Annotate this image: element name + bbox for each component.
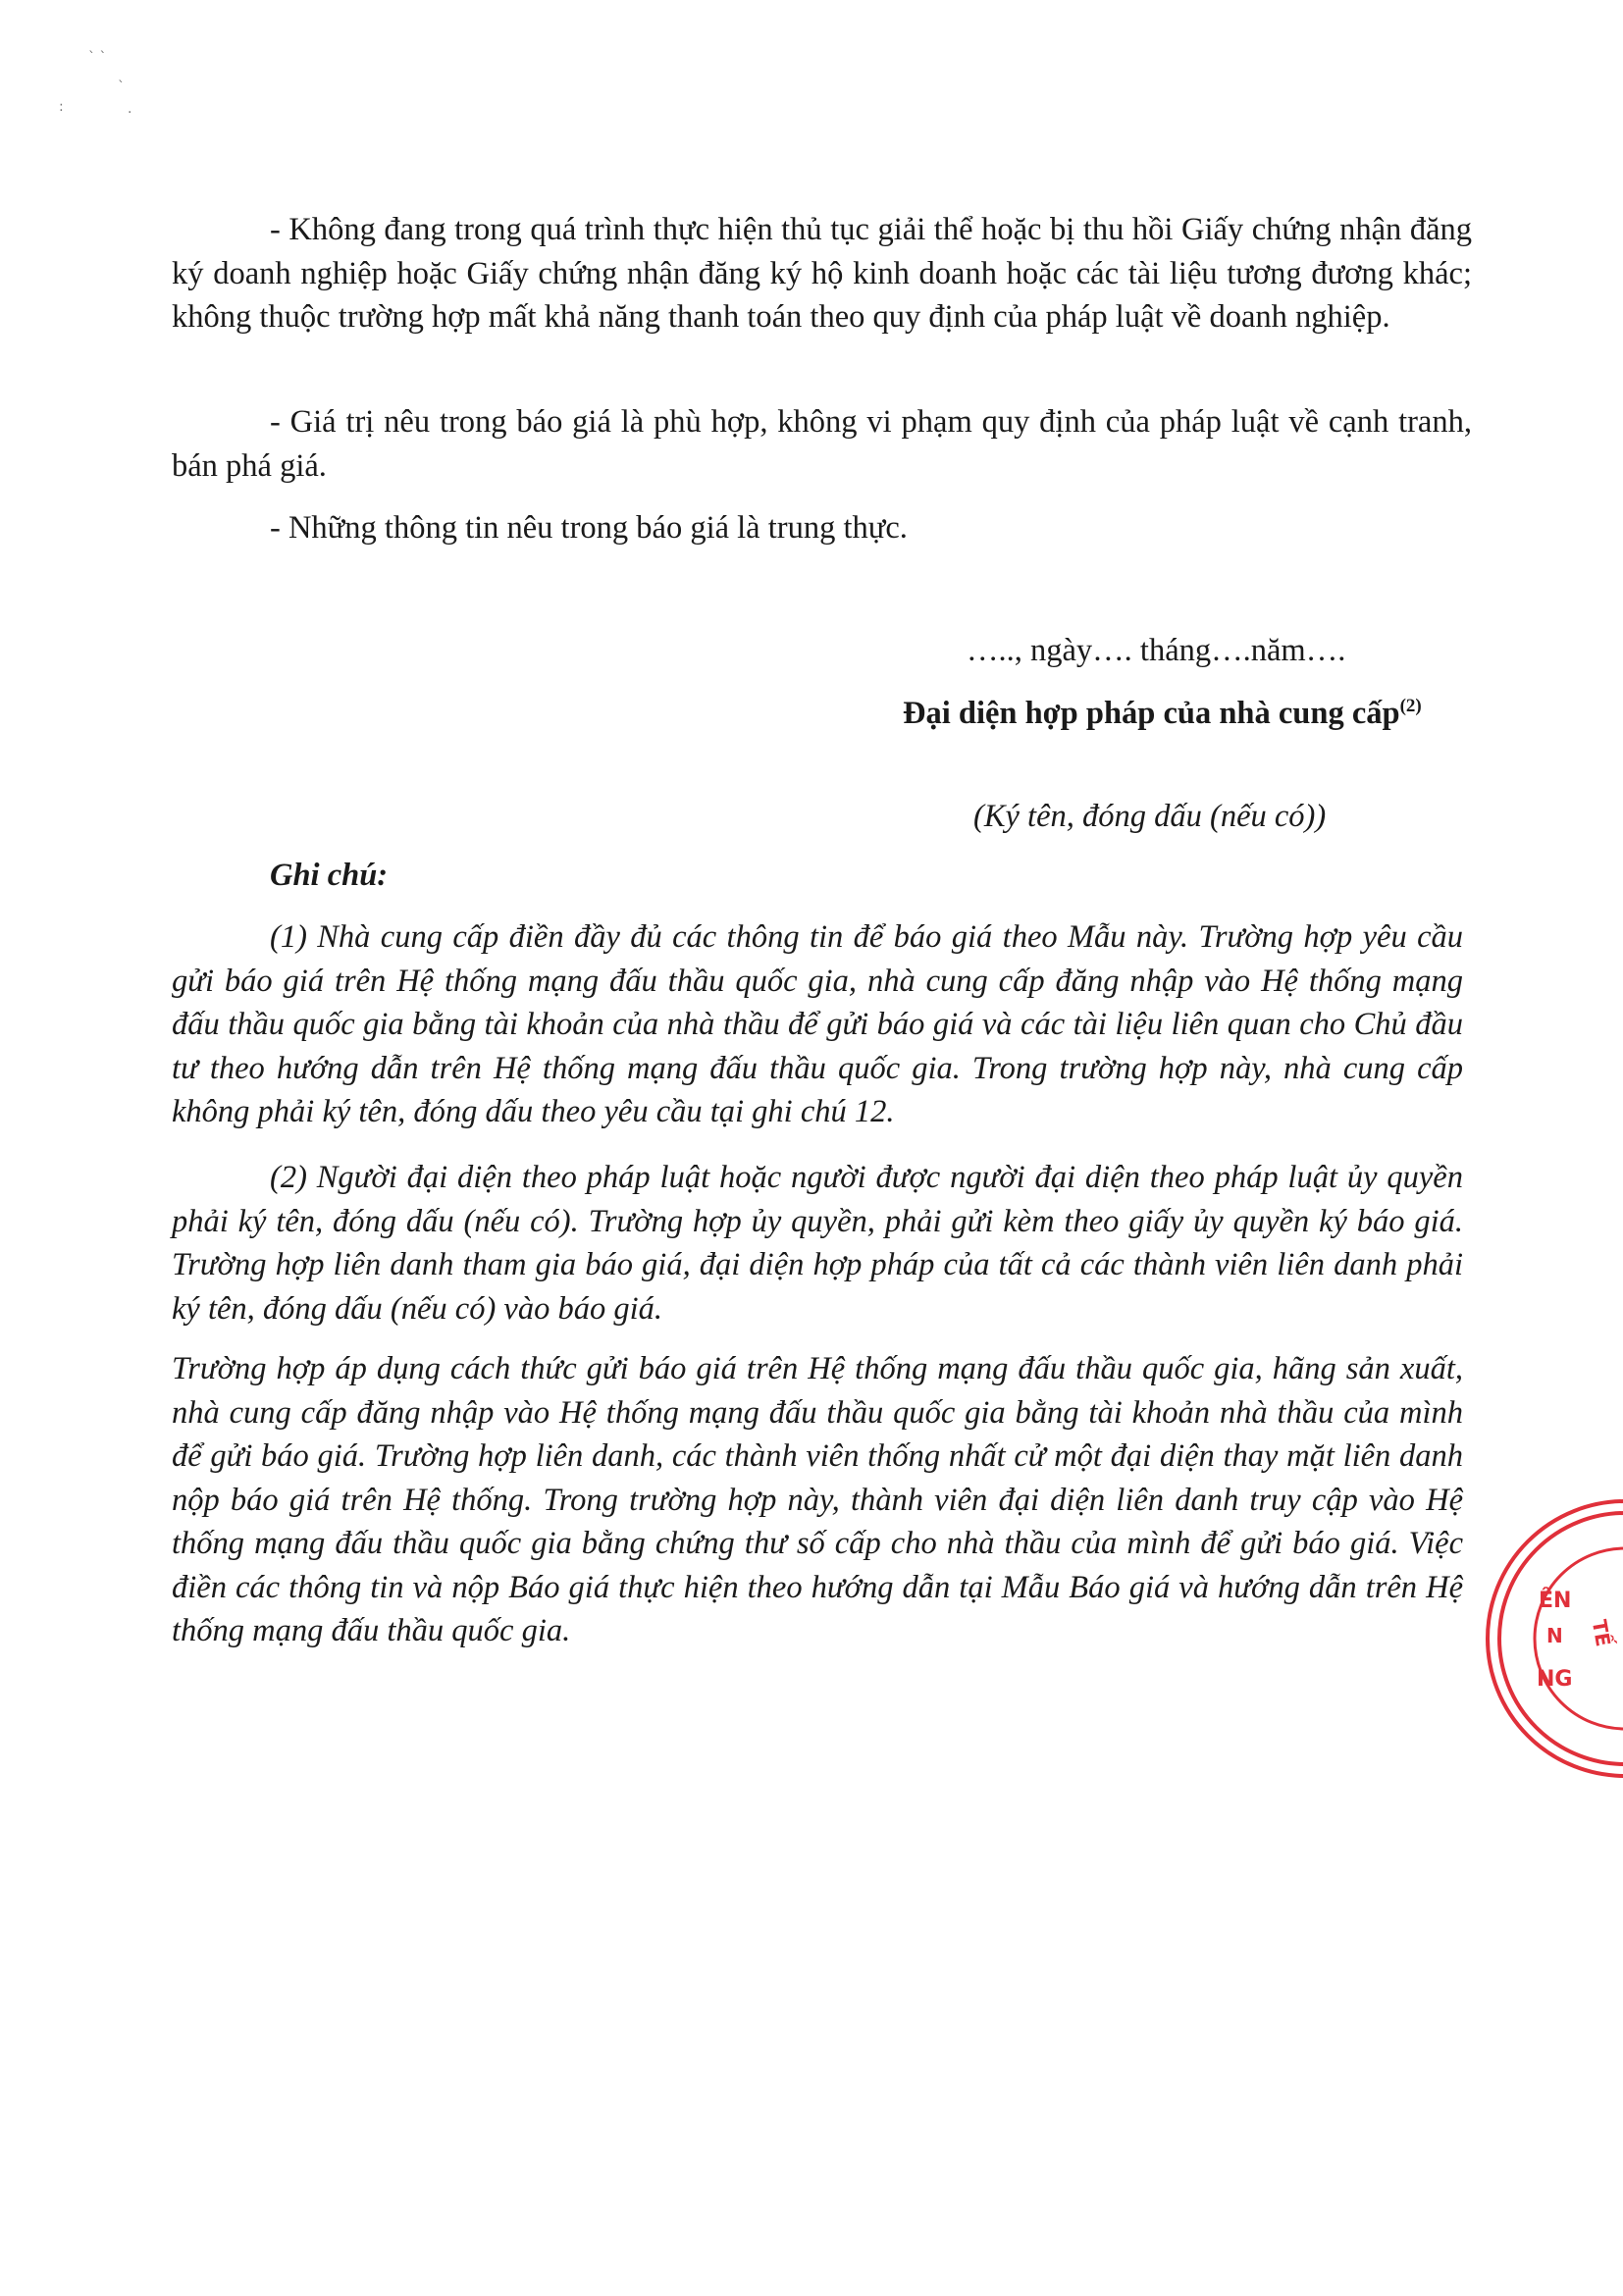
stamp-seal-graphic bbox=[1468, 1491, 1623, 1786]
scan-corner-marks bbox=[57, 49, 145, 128]
date-line: ….., ngày…. tháng….năm…. bbox=[967, 633, 1346, 668]
company-stamp bbox=[1468, 1491, 1623, 1786]
paragraph-text: - Không đang trong quá trình thực hiện thủ tục giải thể hoặc bị thu hồi Giấy chứng nhận đăng ký doanh nghiệp hoặc Giấy chứng nhận đăng ký hộ kinh doanh hoặc các tài liệu tương đương khác; không thuộc trường hợp mất khả năng thanh toán theo quy định của pháp luật về doanh nghiệp. bbox=[172, 212, 1472, 335]
note-text: (1) Nhà cung cấp điền đầy đủ các thông tin để báo giá theo Mẫu này. Trường hợp yêu cầu gửi báo giá trên Hệ thống mạng đấu thầu quốc gia, nhà cung cấp đăng nhập vào Hệ thống mạng đấu thầu quốc gia bằng tài khoản của nhà thầu để gửi báo giá và các tài liệu liên quan cho Chủ đầu tư theo hướng dẫn trên Hệ thống mạng đấu thầu quốc gia. Trong trường hợp này, nhà cung cấp không phải ký tên, đóng dấu theo yêu cầu tại ghi chú 12. bbox=[172, 919, 1463, 1129]
svg-text:N: N bbox=[1546, 1624, 1563, 1647]
svg-text:NG: NG bbox=[1537, 1667, 1573, 1692]
paragraph-dissolution bbox=[172, 208, 1472, 339]
corner-mark: ` ` bbox=[88, 50, 107, 66]
note-item bbox=[172, 915, 1463, 1134]
note-text: (2) Người đại diện theo pháp luật hoặc người được người đại diện theo pháp luật ủy quyền phải ký tên, đóng dấu (nếu có). Trường hợp ủy quyền, phải gửi kèm theo giấy ủy quyền ký báo giá. Trường hợp liên danh tham gia báo giá, đại diện hợp pháp của tất cả các thành viên liên danh phải ký tên, đóng dấu (nếu có) vào báo giá. bbox=[172, 1160, 1463, 1327]
note-text: Trường hợp áp dụng cách thức gửi báo giá trên Hệ thống mạng đấu thầu quốc gia, hãng sản xuất, nhà cung cấp đăng nhập vào Hệ thống mạng đấu thầu quốc gia bằng tài khoản nhà thầu của mình để gửi báo giá. Trường hợp liên danh, các thành viên thống nhất cử một đại diện thay mặt liên danh nộp báo giá trên Hệ thống. Trong trường hợp này, thành viên đại diện liên danh truy cập vào Hệ thống mạng đấu thầu quốc gia bằng chứng thư số cấp cho nhà thầu của mình để gửi báo giá. Việc điền các thông tin và nộp Báo giá thực hiện theo hướng dẫn tại Mẫu Báo giá và hướng dẫn trên Hệ thống mạng đấu thầu quốc gia. bbox=[172, 1351, 1463, 1648]
notes-title: Ghi chú: bbox=[270, 858, 389, 893]
corner-mark: ` bbox=[118, 79, 125, 95]
note-item bbox=[172, 1156, 1463, 1331]
paragraph-truthfulness bbox=[172, 506, 1472, 550]
representative-text: Đại diện hợp pháp của nhà cung cấp bbox=[903, 696, 1400, 731]
footnote-ref: (2) bbox=[1399, 696, 1422, 716]
svg-text:ÊN: ÊN bbox=[1539, 1589, 1572, 1613]
sign-instruction: (Ký tên, đóng dấu (nếu có)) bbox=[973, 799, 1327, 834]
corner-mark: . bbox=[128, 101, 132, 117]
paragraph-price-value bbox=[172, 400, 1472, 488]
svg-text:TẾ: TẾ bbox=[1587, 1617, 1616, 1648]
paragraph-text: - Giá trị nêu trong báo giá là phù hợp, không vi phạm quy định của pháp luật về cạnh tranh, bán phá giá. bbox=[172, 404, 1472, 484]
corner-mark: : bbox=[59, 99, 64, 115]
paragraph-text: - Những thông tin nêu trong báo giá là trung thực. bbox=[270, 510, 908, 546]
representative-heading bbox=[903, 692, 1422, 740]
note-item bbox=[172, 1347, 1463, 1653]
